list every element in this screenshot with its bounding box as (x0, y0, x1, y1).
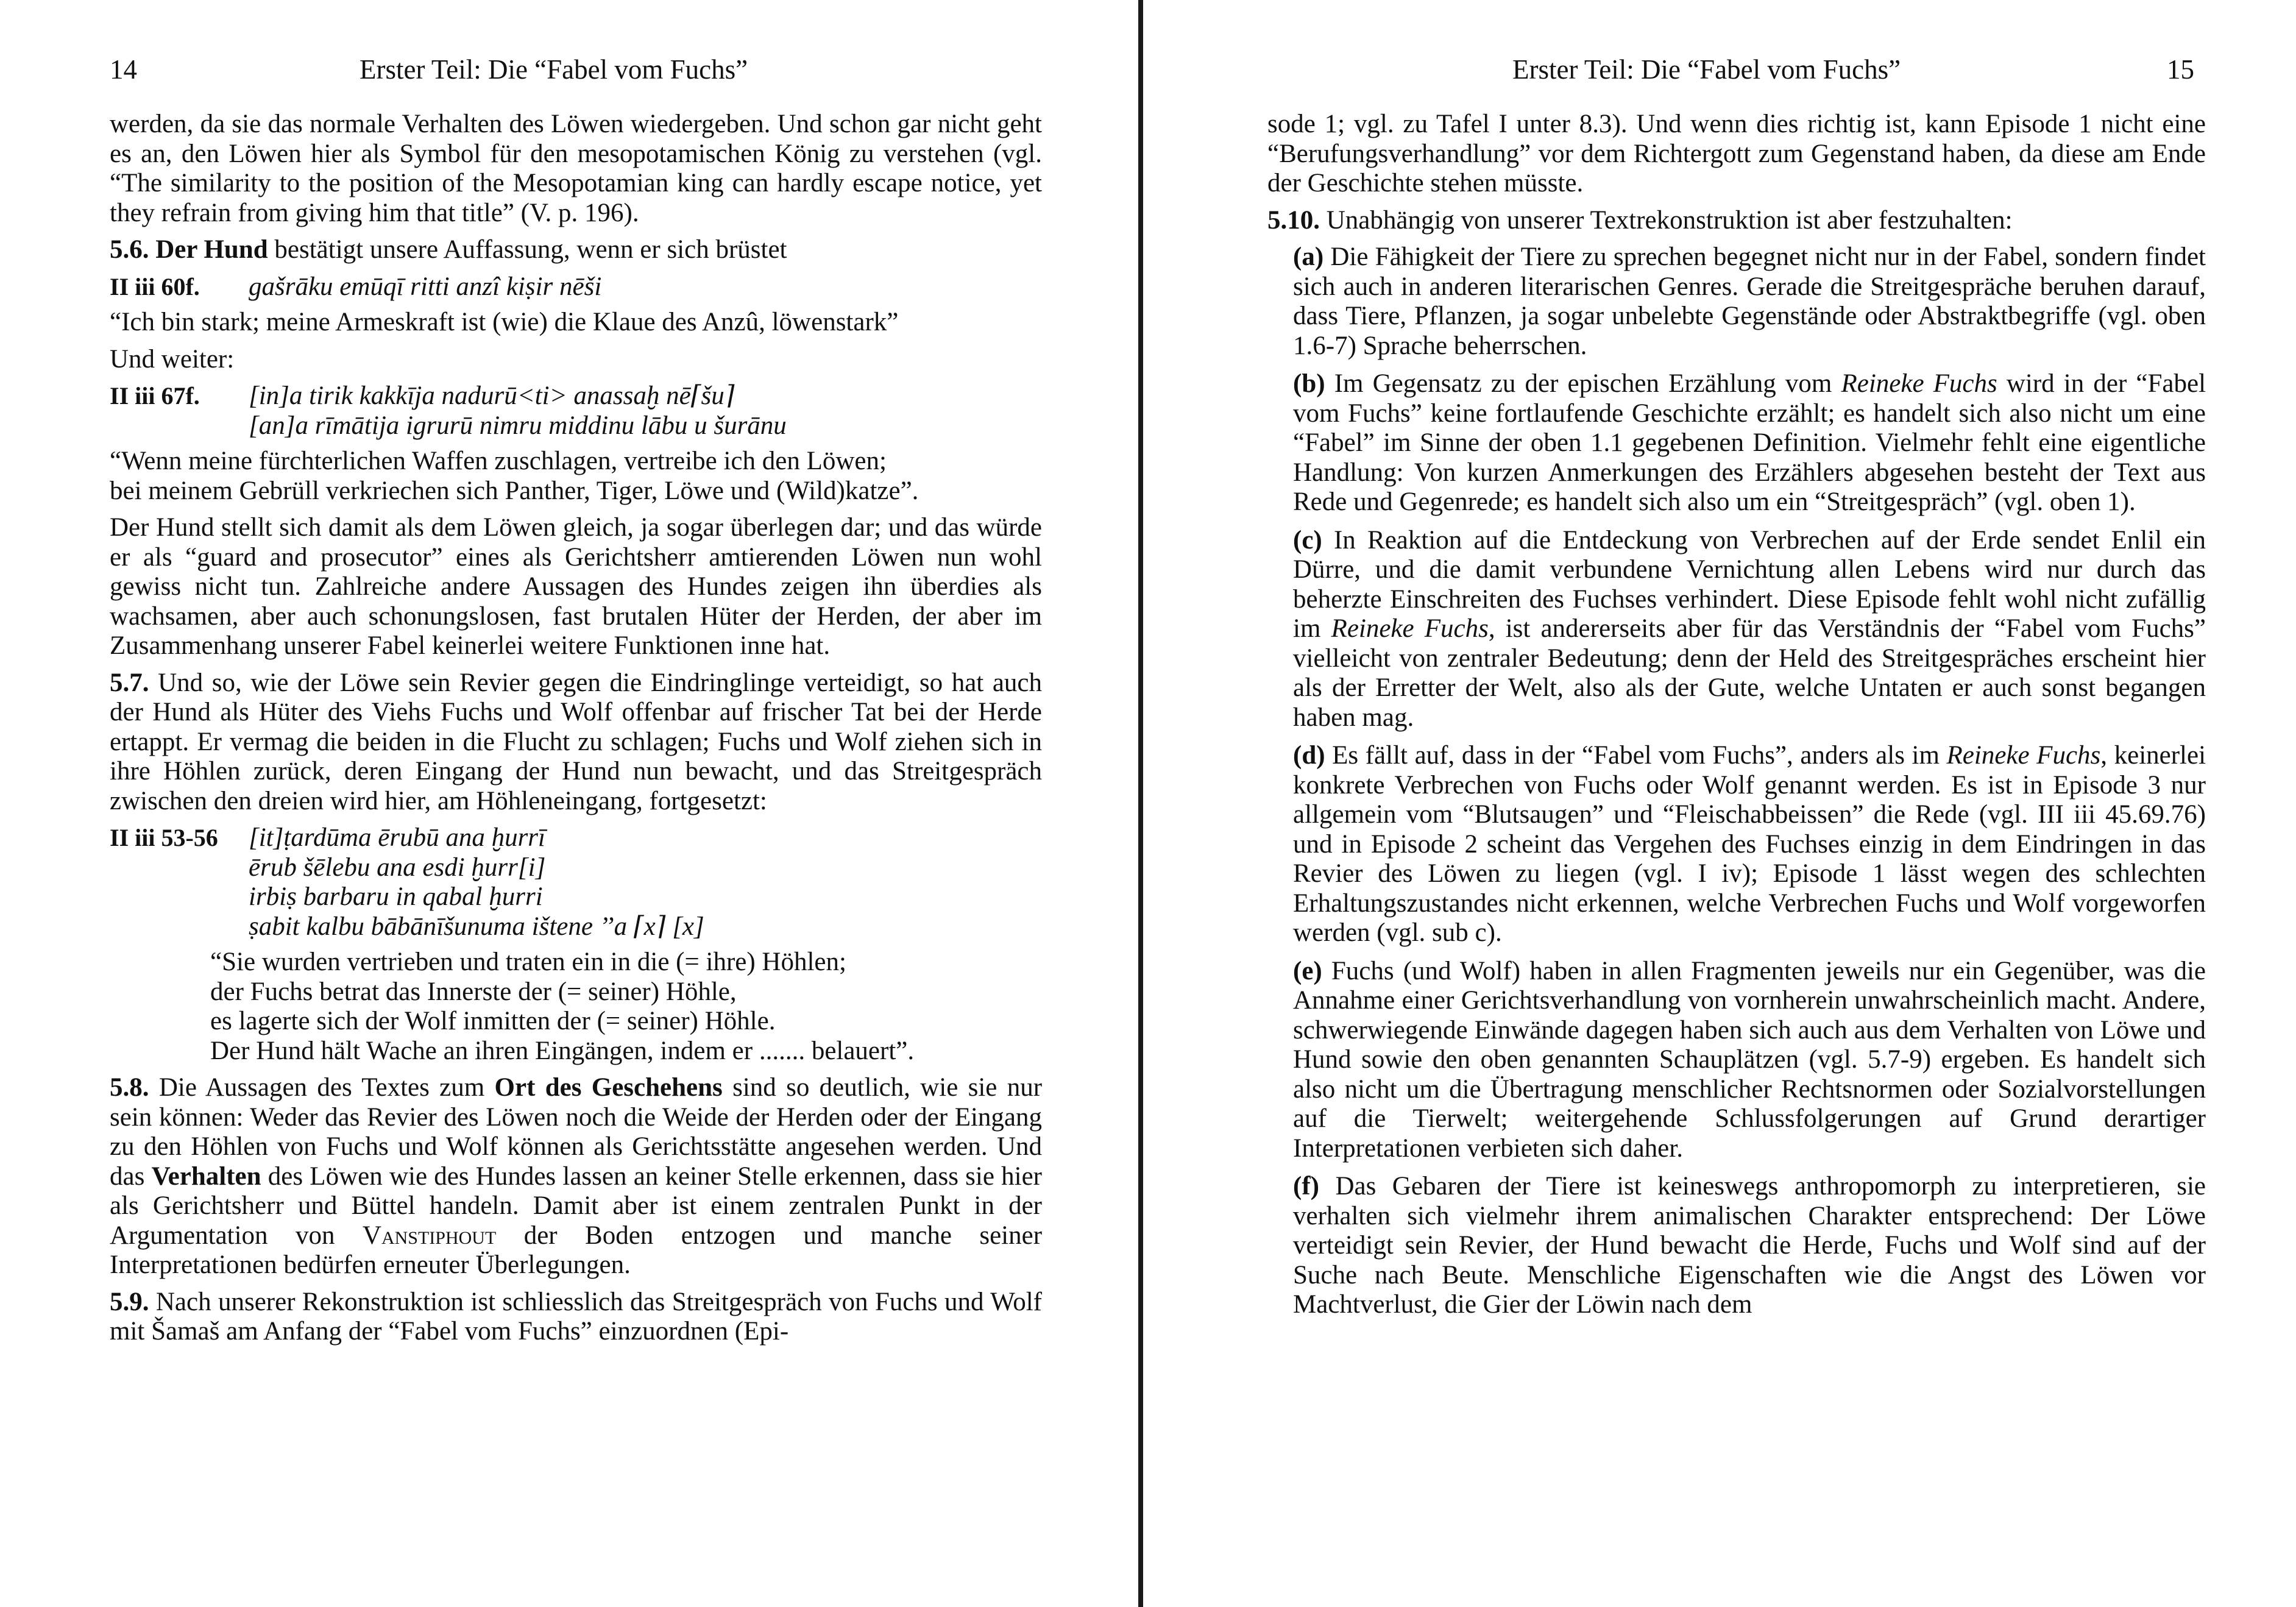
citation-label: II iii 53-56 (110, 824, 218, 851)
translation-line: bei meinem Gebrüll verkriechen sich Panther, Tiger, Löwe und (Wild)katze”. (110, 476, 919, 505)
citation-lines (249, 381, 1042, 441)
page-number: 14 (110, 54, 137, 85)
item-label: (b) (1293, 369, 1325, 398)
section-text: bestätigt unsere Auffassung, wenn er sich brüstet (274, 235, 787, 264)
citation-line: [an]a rīmātija igrurū nimru middinu lābu u šurānu (249, 411, 787, 440)
translation-block (210, 948, 1042, 1066)
italic-title: Reineke Fuchs (1331, 614, 1489, 643)
section-5-6 (110, 235, 1042, 265)
list-item (1293, 243, 2206, 361)
section-text: der Boden entzogen und manche seiner Interpretationen bedürfen erneuter Überlegungen. (110, 1221, 1043, 1279)
item-text: , ist andererseits aber für das Verständnis der “Fabel vom Fuchs” vielleicht von zentraler Bedeutung; denn der Held des Streitgespräches erscheint hier als der Erretter der Welt, also als der Gute, welche Untaten er auch sonst begangen haben mag. (1293, 614, 2206, 732)
translation-line: Der Hund hält Wache an ihren Eingängen, indem er ....... belauert”. (210, 1036, 915, 1065)
citation-line: ṣabit kalbu bābānīšunuma ištene ’’a ⌈x⌉ [x] (249, 912, 704, 941)
citation-block (110, 272, 1042, 302)
section-number: 5.9. (110, 1287, 149, 1316)
left-page (0, 0, 1144, 1607)
item-label: (d) (1293, 741, 1325, 770)
item-text: Es fällt auf, dass in der “Fabel vom Fuchs”, anders als im (1332, 741, 1940, 770)
running-head: Erster Teil: Die “Fabel vom Fuchs” (360, 54, 748, 85)
list-item (1293, 369, 2206, 517)
item-text: Die Fähigkeit der Tiere zu sprechen begegnet nicht nur in der Fabel, sondern findet sich auch in anderen literarischen Genres. Gerade die Streitgespräche beruhen darauf, dass Tiere, Pflanzen, ja sogar unbelebte Gegenstände oder Abstraktbegriffe (vgl. oben 1.6-7) Sprache beherrschen. (1293, 243, 2206, 360)
section-number: 5.7. (110, 668, 149, 697)
section-number: 5.6. (110, 235, 149, 264)
section-text: Die Aussagen des Textes zum (158, 1073, 485, 1102)
item-label: (f) (1293, 1172, 1319, 1201)
item-label: (c) (1293, 525, 1322, 555)
paragraph: Der Hund stellt sich damit als dem Löwen gleich, ja sogar überlegen dar; und das würde er als “guard and prosecutor” eines als Gerichtsherr amtierenden Löwen nun wohl gewiss nicht tun. Zahlreiche andere Aussagen des Hundes zeigen ihn überdies als wachsamen, aber auch schonungslosen, fast brutalen Hüter der Herden, der aber im Zusammenhang unserer Fabel keinerlei weitere Funktionen inne hat. (110, 513, 1042, 660)
citation-label: II iii 67f. (110, 382, 200, 410)
running-head: Erster Teil: Die “Fabel vom Fuchs” (1512, 54, 1901, 85)
item-text: Im Gegensatz zu der epischen Erzählung vom (1334, 369, 1832, 398)
citation-label: II iii 60f. (110, 272, 200, 300)
section-text: sind so deutlich, wie sie nur sein können: Weder das Revier des Löwen noch die Weide der Herden oder der Eingang zu den Höhlen von Fuchs und Wolf können als Gerichtsstätte angesehen werden. Und das (110, 1073, 1043, 1191)
author-name: Vanstiphout (362, 1221, 497, 1250)
section-number: 5.8. (110, 1073, 149, 1102)
citation-line: ērub šēlebu ana esdi ḫurr[i] (249, 853, 546, 882)
citation-line: [in]a tirik kakkīja nadurū<ti> anassaḫ nē⌈šu⌉ (249, 381, 735, 410)
citation-line: irbiṣ barbaru in qabal ḫurri (249, 882, 543, 911)
section-heading: Der Hund (155, 235, 268, 264)
citation-text: gašrāku emūqī ritti anzî kiṣir nēši (249, 272, 602, 301)
section-5-7 (110, 669, 1042, 817)
list-item (1293, 1172, 2206, 1320)
paragraph: werden, da sie das normale Verhalten des Löwen wiedergeben. Und schon gar nicht geht es an, den Löwen hier als Symbol für den mesopotamischen König zu verstehen (vgl. “The similarity to the position of the Mesopotamian king can hardly escape notice, yet they refrain from giving him that title” (V. p. 196). (110, 110, 1042, 227)
citation-block (110, 381, 1042, 441)
section-5-9 (110, 1288, 1042, 1347)
translation-line: der Fuchs betrat das Innerste der (= seiner) Höhle, (210, 977, 737, 1006)
translation-block (110, 447, 1042, 506)
citation-block (110, 823, 1042, 942)
section-text: Unabhängig von unserer Textrekonstruktion ist aber festzuhalten: (1326, 205, 2013, 235)
bold-term: Ort des Geschehens (494, 1073, 723, 1102)
section-5-8 (110, 1073, 1042, 1280)
item-text: , keinerlei konkrete Verbrechen von Fuchs oder Wolf genannt werden. Es ist in Episode 3 nur allgemein vom “Blutsaugen” und “Fleischabbeissen” die Rede (vgl. III iii 45.69.76) und in Episode 2 scheint das Vergehen des Fuchses einzig in dem Eindringen in das Revier des Löwen zu liegen (vgl. I iv); Episode 1 lässt wegen des schlechten Erhaltungszustandes nicht erkennen, welche Verbrechen Fuchs und Wolf vorgeworfen werden (vgl. sub c). (1293, 741, 2206, 947)
section-text: Nach unserer Rekonstruktion ist schliesslich das Streitgespräch von Fuchs und Wolf mit Šamaš am Anfang der “Fabel vom Fuchs” einzuordnen (Epi- (110, 1287, 1042, 1346)
page-number: 15 (2167, 54, 2194, 85)
section-text: des Löwen wie des Hundes lassen an keiner Stelle erkennen, dass sie hier als Gerichtsherr und Büttel handeln. Damit aber ist einem zentralen Punkt in der Argumentation von (110, 1162, 1043, 1250)
translation-line: “Sie wurden vertrieben und traten ein in die (= ihre) Höhlen; (210, 948, 846, 976)
left-page-body (110, 110, 1042, 1354)
translation-line: “Wenn meine fürchterlichen Waffen zuschlagen, vertreibe ich den Löwen; (110, 447, 887, 475)
bold-term: Verhalten (151, 1162, 261, 1191)
item-label: (e) (1293, 956, 1322, 985)
translation-line: es lagerte sich der Wolf inmitten der (= seiner) Höhle. (210, 1007, 776, 1035)
citation-lines (249, 823, 1042, 942)
item-text: In Reaktion auf die Entdeckung von Verbrechen auf der Erde sendet Enlil ein Dürre, und die damit verbundene Vernichtung allen Lebens wird nur durch das beherzte Einschreiten des Fuchses verhindert. Diese Episode fehlt wohl nicht zufällig im (1293, 525, 2206, 643)
item-text: Das Gebaren der Tiere ist keineswegs anthropomorph zu interpretieren, sie verhalten sich vielmehr ihrem animalischen Charakter entsprechend: Der Löwe verteidigt sein Revier, der Hund bewacht die Herde, Fuchs und Wolf sind auf der Suche nach Beute. Menschliche Eigenschaften wie die Angst des Löwen vor Machtverlust, die Gier der Löwin nach dem (1293, 1172, 2206, 1319)
italic-title: Reineke Fuchs (1946, 741, 2101, 770)
section-text: Und so, wie der Löwe sein Revier gegen die Eindringlinge verteidigt, so hat auch der Hund als Hüter des Viehs Fuchs und Wolf offenbar auf frischer Tat bei der Herde ertappt. Er vermag die beiden in die Flucht zu schlagen; Fuchs und Wolf ziehen sich in ihre Höhlen zurück, deren Eingang der Hund nun bewacht, und das Streitgespräch zwischen den dreien wird hier, am Höhleneingang, fortgesetzt: (110, 668, 1043, 815)
list-item (1293, 741, 2206, 948)
citation-line: [it]ṭardūma ērubū ana ḫurrī (249, 823, 545, 852)
item-label: (a) (1293, 243, 1324, 271)
italic-title: Reineke Fuchs (1841, 369, 1997, 398)
transition-text: Und weiter: (110, 344, 235, 374)
item-text: Fuchs (und Wolf) haben in allen Fragmenten jeweils nur ein Gegenüber, was die Annahme einer Gerichtsverhandlung von vornherein unwahrscheinlich macht. Andere, schwerwiegende Einwände dagegen haben sich auch aus dem Verhalten von Löwe und Hund sowie den oben genannten Schauplätzen (vgl. 5.7-9) ergeben. Es handelt sich also nicht um die Übertragung menschlicher Rechtsnormen oder Sozialvorstellungen auf die Tierwelt; weitergehende Schlussfolgerungen auf Grund derartiger Interpretationen verbieten sich daher. (1293, 956, 2206, 1163)
list-item (1293, 526, 2206, 733)
right-page-body (1267, 110, 2206, 1329)
translation: “Ich bin stark; meine Armeskraft ist (wie) die Klaue des Anzû, löwenstark” (110, 308, 899, 336)
paragraph: sode 1; vgl. zu Tafel I unter 8.3). Und wenn dies richtig ist, kann Episode 1 nicht eine “Berufungsverhandlung” vor dem Richtergott zum Gegenstand haben, da diese am Ende der Geschichte stehen müsste. (1267, 110, 2206, 197)
section-5-10 (1267, 206, 2206, 236)
item-text: wird in der “Fabel vom Fuchs” keine fortlaufende Geschichte erzählt; es handelt sich also nicht um eine “Fabel” im Sinne der oben 1.1 gegebenen Definition. Vielmehr fehlt eine eigentliche Handlung: Von kurzen Anmerkungen des Erzählers abgesehen besteht der Text aus Rede und Gegenrede; es handelt sich also um ein “Streitgespräch” (vgl. oben 1). (1293, 369, 2206, 516)
section-number: 5.10. (1267, 205, 1320, 235)
list-item (1293, 957, 2206, 1164)
right-page (1146, 0, 2296, 1607)
